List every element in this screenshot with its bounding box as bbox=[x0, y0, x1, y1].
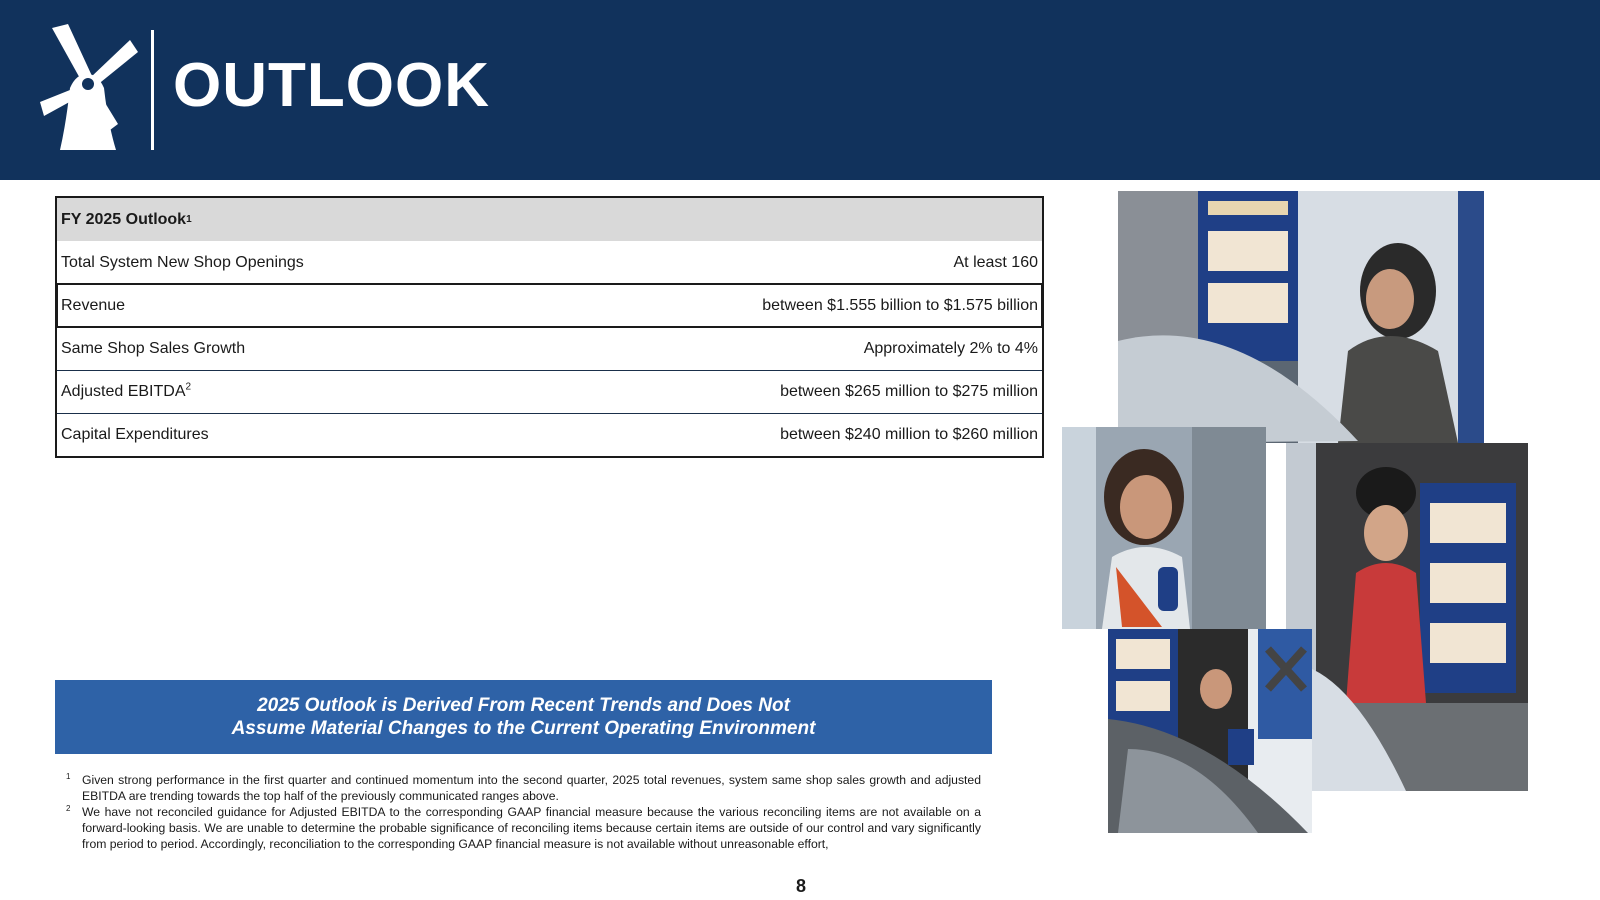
footnote-number: 2 bbox=[66, 804, 71, 813]
row-label: Capital Expenditures bbox=[61, 426, 209, 443]
row-label: Adjusted EBITDA$^2$ bbox=[61, 381, 192, 400]
row-value: between $240 million to $260 million bbox=[780, 426, 1038, 443]
row-value: between $265 million to $275 million bbox=[780, 383, 1038, 400]
row-value: At least 160 bbox=[953, 253, 1038, 271]
footnote-text: We have not reconciled guidance for Adjusted EBITDA to the corresponding GAAP financial measure because the various reconciling items are not available on a forward-looking basis. We are unable to determine the probable significance of reconciling items because certain items are outside of our control and vary significantly from period to period. Accordingly, reconciliation to the corresponding GAAP financial measure is not available without unreasonable effort, bbox=[82, 805, 981, 851]
header-bar bbox=[0, 0, 1600, 180]
table-row bbox=[57, 284, 1042, 327]
drive-thru-photo-top bbox=[1118, 191, 1484, 443]
footnotes bbox=[66, 772, 981, 852]
row-value: Approximately 2% to 4% bbox=[863, 340, 1038, 357]
row-label: Revenue bbox=[61, 297, 126, 314]
row-value: between $1.555 billion to $1.575 billion bbox=[762, 297, 1038, 314]
footnote-text: Given strong performance in the first quarter and continued momentum into the second quarter, 2025 total revenues, system same shop sales growth and adjusted EBITDA are trending towards the top half of the previously communicated ranges above. bbox=[82, 773, 981, 803]
outlook-banner bbox=[55, 680, 992, 754]
table-heading-text: FY 2025 Outlook bbox=[61, 210, 187, 228]
table-row bbox=[57, 327, 1042, 370]
row-footnote-ref: 2 bbox=[185, 381, 192, 393]
footnote-item bbox=[66, 804, 981, 852]
drive-thru-photo-middle-right bbox=[1286, 443, 1528, 791]
banner-line-2: Assume Material Changes to the Current Operating Environment bbox=[231, 718, 816, 739]
page-number: 8 bbox=[796, 876, 807, 896]
table-row bbox=[57, 413, 1042, 456]
drive-thru-photo-bottom bbox=[1108, 629, 1312, 833]
page-title: OUTLOOK bbox=[173, 51, 490, 120]
table-row bbox=[57, 241, 1042, 284]
table-row bbox=[57, 370, 1042, 413]
footnote-item bbox=[66, 772, 981, 804]
row-label: Same Shop Sales Growth bbox=[61, 340, 246, 357]
row-label: Total System New Shop Openings bbox=[61, 253, 304, 271]
footnote-number: 1 bbox=[66, 772, 71, 781]
table-heading: FY 2025 Outlook 1 bbox=[57, 198, 1042, 241]
outlook-table bbox=[55, 196, 1044, 458]
drive-thru-photo-middle-left bbox=[1062, 427, 1266, 629]
windmill-logo-icon bbox=[38, 24, 138, 156]
header-divider bbox=[151, 30, 154, 150]
banner-line-1: 2025 Outlook is Derived From Recent Trends and Does Not bbox=[257, 695, 790, 716]
